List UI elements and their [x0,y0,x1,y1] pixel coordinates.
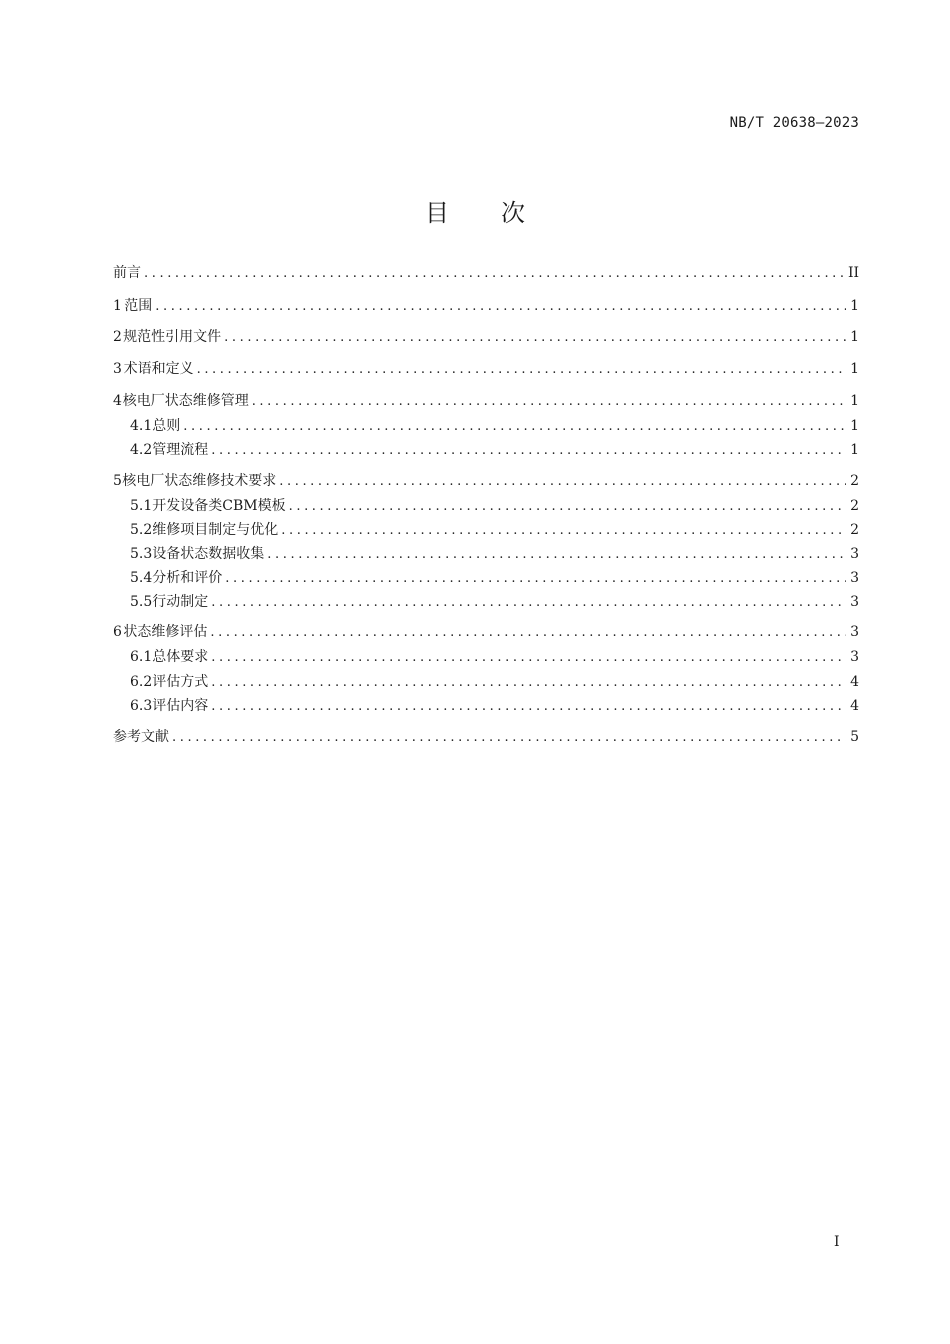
toc-entry-page: 1 [850,418,859,434]
standard-code: NB/T 20638—2023 [729,115,859,131]
toc-leader-dots [211,441,846,461]
toc-entry-page: II [847,265,859,281]
toc-entry-text: 总则 [152,418,181,434]
toc-leader-dots [281,521,846,541]
toc-leader-dots [211,697,846,717]
toc-entry-5-4[interactable] [130,568,859,588]
toc-entry-text: 状态维修评估 [123,624,208,640]
toc-leader-dots [155,297,846,317]
toc-entry-6[interactable] [113,622,859,642]
toc-entry-6-3[interactable] [130,696,859,716]
toc-title-char-1: 目 [425,199,449,227]
toc-leader-dots [144,264,844,284]
toc-entry-page: 1 [850,393,859,409]
toc-entry-text: 总体要求 [152,649,209,665]
toc-entry-5-5[interactable] [130,592,859,612]
toc-entry-2[interactable] [113,327,859,347]
toc-leader-dots [289,497,846,517]
toc-entry-number: 2 [113,329,122,345]
toc-entry-text: 开发设备类CBM模板 [152,498,286,514]
toc-entry-page: 3 [850,649,859,665]
toc-entry-text: 设备状态数据收集 [152,546,265,562]
toc-title [0,193,950,228]
toc-leader-dots [279,472,846,492]
toc-entry-page: 1 [850,329,859,345]
toc-entry-page: 4 [850,698,859,714]
toc-entry-text: 规范性引用文件 [123,329,222,345]
toc-entry-page: 2 [850,473,859,489]
toc-leader-dots [183,417,846,437]
toc-entry-references[interactable] [113,727,859,747]
toc-entry-text: 行动制定 [152,594,209,610]
toc-leader-dots [211,673,846,693]
toc-leader-dots [252,392,846,412]
toc-leader-dots [172,728,846,748]
toc-entry-number: 4.2 [130,442,153,458]
toc-entry-number: 6.1 [130,649,153,665]
toc-entry-number: 6 [113,624,122,640]
toc-entry-number: 5.5 [130,594,153,610]
toc-entry-text: 术语和定义 [123,361,194,377]
toc-entry-number: 6.3 [130,698,153,714]
toc-leader-dots [197,360,846,380]
toc-leader-dots [225,569,846,589]
toc-entry-page: 2 [850,522,859,538]
toc-leader-dots [210,623,846,643]
toc-entry-number: 5.1 [130,498,153,514]
toc-entry-text: 核电厂状态维修管理 [122,393,249,409]
toc-entry-4[interactable] [113,391,859,411]
toc-entry-number: 3 [113,361,122,377]
toc-entry-page: 5 [850,729,859,745]
toc-entry-5-2[interactable] [130,520,859,540]
toc-entry-number: 6.2 [130,674,153,690]
toc-entry-1[interactable] [113,296,859,316]
toc-entry-6-2[interactable] [130,672,859,692]
toc-entry-page: 1 [850,298,859,314]
toc-entry-number: 5.4 [130,570,153,586]
toc-entry-number: 5 [113,473,122,489]
toc-entry-text: 管理流程 [152,442,209,458]
toc-entry-text: 核电厂状态维修技术要求 [122,473,277,489]
toc-entry-text: 分析和评价 [152,570,223,586]
toc-entry-text: 前言 [113,265,141,281]
toc-entry-text: 参考文献 [113,729,169,745]
toc-entry-text: 评估内容 [152,698,209,714]
toc-entry-number: 1 [113,298,122,314]
toc-entry-4-1[interactable] [130,416,859,436]
toc-leader-dots [211,593,846,613]
toc-entry-4-2[interactable] [130,440,859,460]
toc-entry-number: 5.3 [130,546,153,562]
toc-entry-page: 3 [850,594,859,610]
toc-entry-page: 1 [850,442,859,458]
toc-entry-page: 3 [850,546,859,562]
toc-entry-5-3[interactable] [130,544,859,564]
toc-entry-3[interactable] [113,359,859,379]
toc-leader-dots [267,545,846,565]
toc-entry-5[interactable] [113,471,859,491]
toc-leader-dots [211,648,846,668]
toc-entry-page: 4 [850,674,859,690]
toc-entry-page: 2 [850,498,859,514]
toc-leader-dots [224,328,846,348]
page-number: I [834,1234,840,1250]
toc-title-char-2: 次 [501,199,525,227]
toc-entry-foreword[interactable] [113,263,859,283]
toc-entry-text: 范围 [124,298,153,314]
toc-entry-page: 3 [850,570,859,586]
toc-entry-number: 5.2 [130,522,153,538]
toc-entry-page: 1 [850,361,859,377]
toc-entry-6-1[interactable] [130,647,859,667]
toc-entry-number: 4.1 [130,418,153,434]
toc-entry-number: 4 [113,393,122,409]
toc-entry-text: 维修项目制定与优化 [152,522,279,538]
toc-entry-5-1[interactable] [130,496,859,516]
toc-entry-text: 评估方式 [152,674,209,690]
toc-entry-page: 3 [850,624,859,640]
